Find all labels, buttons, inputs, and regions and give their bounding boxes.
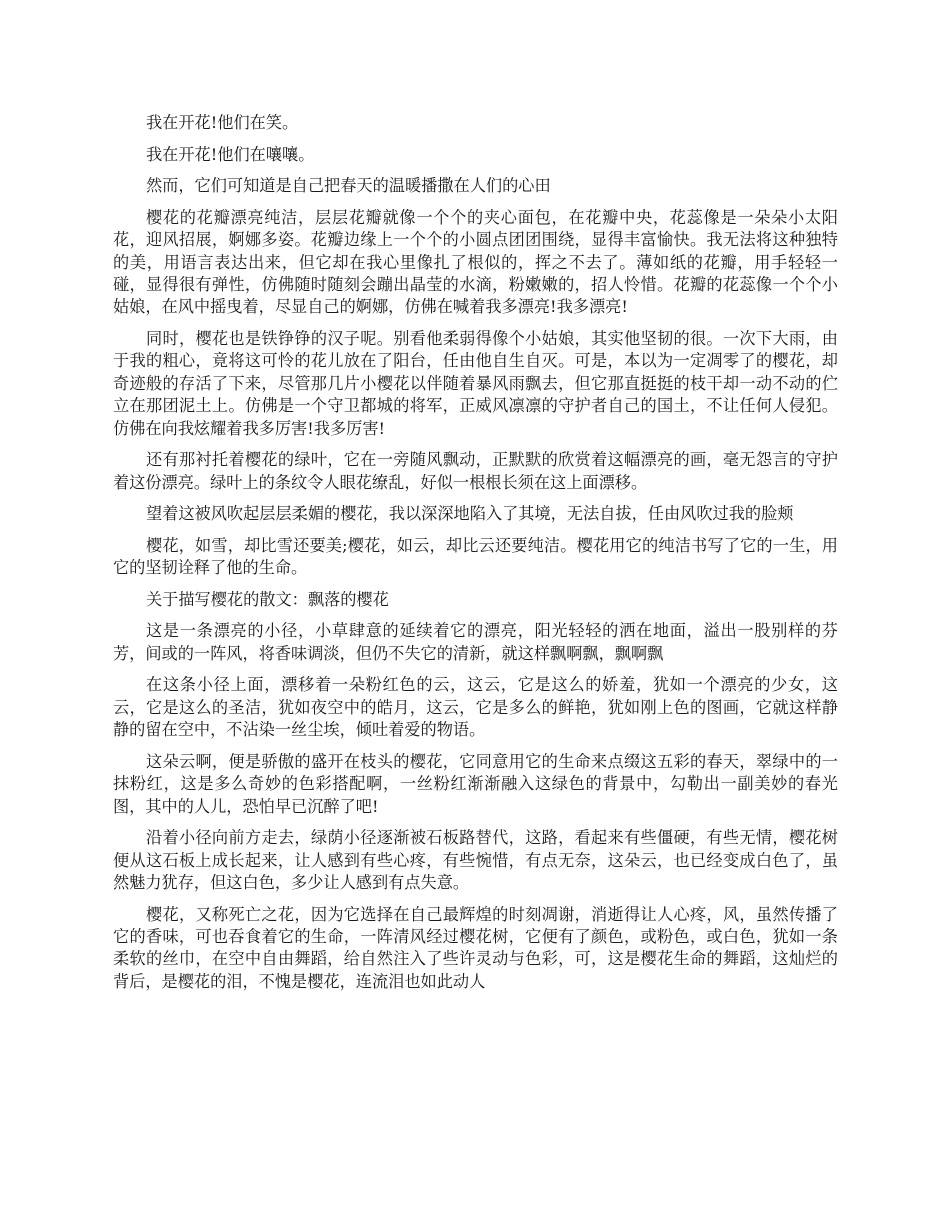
paragraph: 沿着小径向前方走去，绿荫小径逐渐被石板路替代，这路，看起来有些僵硬，有些无情，樱花树便从这石板上成长起来，让人感到有些心疼，有些惋惜，有点无奈，这朵云，也已经变成白色了，虽然魅力犹存，但这白色，多少让人感到有点失意。	[113, 828, 838, 893]
paragraph: 这是一条漂亮的小径，小草肆意的延续着它的漂亮，阳光轻轻的洒在地面，溢出一股别样的芬芳，间或的一阵风，将香味调淡，但仍不失它的清新，就这样飘啊飘，飘啊飘	[113, 621, 838, 663]
section-heading: 关于描写樱花的散文：飘落的樱花	[146, 589, 389, 609]
paragraph: 我在开花!他们在笑。	[146, 113, 299, 132]
paragraph: 望着这被风吹起层层柔媚的樱花，我以深深地陷入了其境，无法自拔，任由风吹过我的脸颊	[146, 504, 794, 524]
paragraph: 然而，它们可知道是自己把春天的温暖播撒在人们的心田	[146, 176, 551, 196]
paragraph: 樱花，又称死亡之花，因为它选择在自己最辉煌的时刻凋谢，消逝得让人心疼，风，虽然传播了它的香味，可也吞食着它的生命，一阵清风经过樱花树，它便有了颜色，或粉色，或白色，犹如一条柔软的丝巾，在空中自由舞蹈，给自然注入了些许灵动与色彩，可，这是樱花生命的舞蹈，这灿烂的背后，是樱花的泪，不愧是樱花，连流泪也如此动人	[113, 904, 838, 991]
paragraph: 还有那衬托着樱花的绿叶，它在一旁随风飘动，正默默的欣赏着这幅漂亮的画，毫无怨言的守护着这份漂亮。绿叶上的条纹令人眼花缭乱，好似一根根长须在这上面漂移。	[113, 450, 838, 492]
paragraph: 我在开花!他们在嚷嚷。	[146, 144, 315, 164]
paragraph: 这朵云啊，便是骄傲的盛开在枝头的樱花，它同意用它的生命来点缀这五彩的春天，翠绿中的一抹粉红，这是多么奇妙的色彩搭配啊，一丝粉红渐渐融入这绿色的背景中，勾勒出一副美妙的春光图，其中的人儿，恐怕早已沉醉了吧!	[113, 751, 838, 816]
paragraph: 樱花，如雪，却比雪还要美;樱花，如云，却比云还要纯洁。樱花用它的纯洁书写了它的一生，用它的坚韧诠释了他的生命。	[113, 535, 838, 578]
paragraph: 樱花的花瓣漂亮纯洁，层层花瓣就像一个个的夹心面包，在花瓣中央，花蕊像是一朵朵小太阳花，迎风招展，婀娜多姿。花瓣边缘上一个个的小圆点团团围绕，显得丰富愉快。我无法将这种独特的美，用语言表达出来，但它却在我心里像扎了根似的，挥之不去了。薄如纸的花瓣，用手轻轻一碰，显得很有弹性，仿佛随时随刻会蹦出晶莹的水滴，粉嫩嫩的，招人怜惜。花瓣的花蕊像一个个小姑娘，在风中摇曳着，尽显自己的婀娜，仿佛在喊着我多漂亮!我多漂亮!	[113, 207, 838, 317]
paragraph: 在这条小径上面，漂移着一朵粉红色的云，这云，它是这么的娇羞，犹如一个漂亮的少女，这云，它是这么的圣洁，犹如夜空中的皓月，这云，它是多么的鲜艳，犹如刚上色的图画，它就这样静静的留在空中，不沾染一丝尘埃，倾吐着爱的物语。	[113, 675, 838, 740]
paragraph: 同时，樱花也是铁铮铮的汉子呢。别看他柔弱得像个小姑娘，其实他坚韧的很。一次下大雨，由于我的粗心，竟将这可怜的花儿放在了阳台，任由他自生自灭。可是，本以为一定凋零了的樱花，却奇迹般的存活了下来，尽管那几片小樱花以伴随着暴风雨飘去，但它那直挺挺的枝干却一动不动的伫立在那团泥土上。仿佛是一个守卫都城的将军，正威风凛凛的守护者自己的国土，不让任何人侵犯。仿佛在向我炫耀着我多厉害!我多厉害!	[113, 329, 838, 438]
document-body	[113, 112, 838, 1002]
